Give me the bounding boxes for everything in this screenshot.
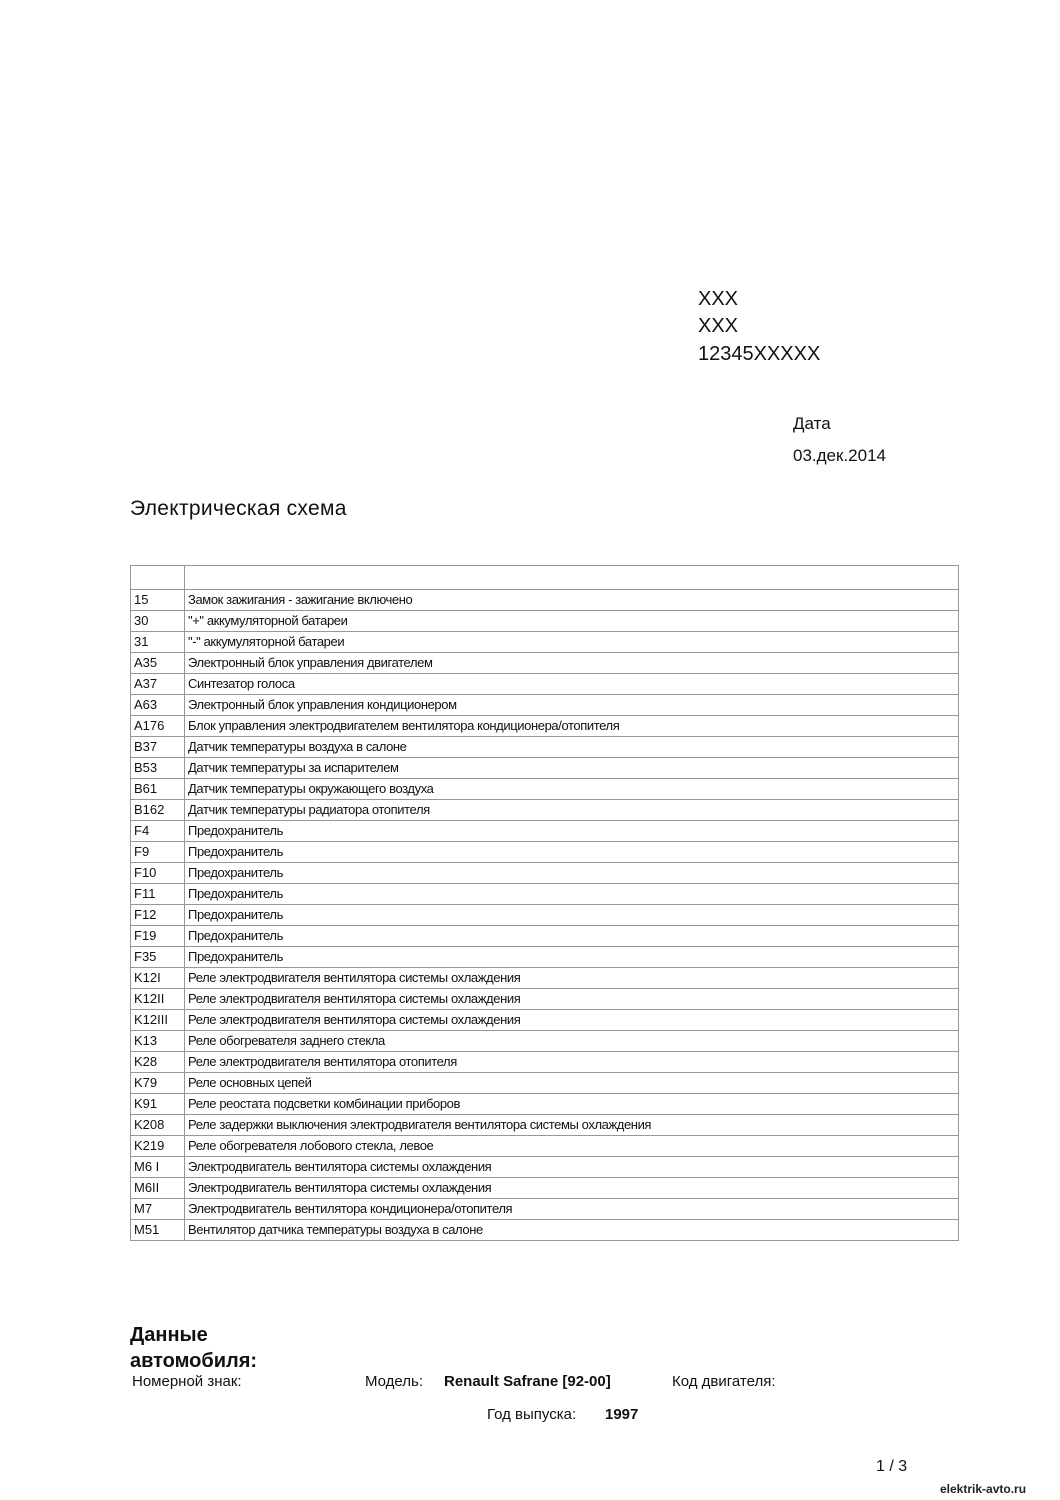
table-row [131, 947, 959, 968]
address-line-1: XXX [698, 288, 739, 310]
table-row [131, 590, 959, 611]
legend-description: Реле реостата подсветки комбинации приборов [185, 1094, 959, 1115]
table-row [131, 695, 959, 716]
date-value: 03.дек.2014 [793, 446, 886, 465]
legend-description: Предохранитель [185, 947, 959, 968]
legend-code: F12 [131, 905, 185, 926]
address-line-2: XXX [698, 315, 739, 337]
legend-code: K13 [131, 1031, 185, 1052]
legend-description: "-" аккумуляторной батареи [185, 632, 959, 653]
legend-description: Предохранитель [185, 842, 959, 863]
table-row [131, 863, 959, 884]
legend-description: Предохранитель [185, 863, 959, 884]
table-row [131, 1220, 959, 1241]
vehicle-data-heading [130, 1322, 430, 1367]
plate-label: Номерной знак: [132, 1373, 242, 1390]
table-row [131, 653, 959, 674]
legend-description: Датчик температуры окружающего воздуха [185, 779, 959, 800]
legend-description: Блок управления электродвигателем вентилятора кондиционера/отопителя [185, 716, 959, 737]
legend-code: A37 [131, 674, 185, 695]
table-row [131, 1178, 959, 1199]
legend-description: Предохранитель [185, 926, 959, 947]
model-label: Модель: [365, 1373, 424, 1390]
legend-code: A35 [131, 653, 185, 674]
date-label: Дата [793, 414, 831, 433]
table-row [131, 1031, 959, 1052]
legend-code: B61 [131, 779, 185, 800]
year-value: 1997 [605, 1406, 639, 1423]
legend-description: Реле обогревателя заднего стекла [185, 1031, 959, 1052]
legend-header-desc [185, 566, 959, 590]
vehicle-title-line1: Данные [130, 1324, 208, 1346]
table-row [131, 758, 959, 779]
table-row [131, 1136, 959, 1157]
legend-code: F4 [131, 821, 185, 842]
legend-code: F11 [131, 884, 185, 905]
legend-code: A63 [131, 695, 185, 716]
legend-code: F9 [131, 842, 185, 863]
page-number: 1 / 3 [876, 1458, 908, 1475]
legend-code: M6 I [131, 1157, 185, 1178]
table-row [131, 716, 959, 737]
legend-description: Вентилятор датчика температуры воздуха в салоне [185, 1220, 959, 1241]
legend-description: Предохранитель [185, 905, 959, 926]
legend-code: K28 [131, 1052, 185, 1073]
legend-table [130, 565, 959, 1241]
table-row [131, 1157, 959, 1178]
table-row [131, 884, 959, 905]
table-row [131, 968, 959, 989]
legend-description: "+" аккумуляторной батареи [185, 611, 959, 632]
legend-code: A176 [131, 716, 185, 737]
legend-description: Реле основных цепей [185, 1073, 959, 1094]
legend-header-row [131, 566, 959, 590]
table-row [131, 1052, 959, 1073]
year-label: Год выпуска: [487, 1406, 577, 1423]
document-title: Электрическая схема [130, 497, 347, 520]
table-row [131, 737, 959, 758]
legend-code: M6II [131, 1178, 185, 1199]
legend-description: Электронный блок управления двигателем [185, 653, 959, 674]
legend-description: Реле электродвигателя вентилятора отопителя [185, 1052, 959, 1073]
legend-code: F10 [131, 863, 185, 884]
table-row [131, 1073, 959, 1094]
legend-code: 15 [131, 590, 185, 611]
legend-code: F35 [131, 947, 185, 968]
legend-description: Реле электродвигателя вентилятора системы охлаждения [185, 968, 959, 989]
legend-code: K208 [131, 1115, 185, 1136]
site-watermark: elektrik-avto.ru [940, 1482, 1027, 1496]
legend-description: Датчик температуры за испарителем [185, 758, 959, 779]
table-row [131, 926, 959, 947]
legend-code: B37 [131, 737, 185, 758]
legend-description: Электронный блок управления кондиционером [185, 695, 959, 716]
legend-code: K219 [131, 1136, 185, 1157]
engine-code-label: Код двигателя: [672, 1373, 776, 1390]
legend-code: M7 [131, 1199, 185, 1220]
legend-description: Электродвигатель вентилятора кондиционера/отопителя [185, 1199, 959, 1220]
legend-code: K12III [131, 1010, 185, 1031]
vehicle-title-line2: автомобиля: [130, 1350, 258, 1367]
legend-description: Замок зажигания - зажигание включено [185, 590, 959, 611]
table-row [131, 842, 959, 863]
table-row [131, 1115, 959, 1136]
legend-description: Синтезатор голоса [185, 674, 959, 695]
legend-description: Электродвигатель вентилятора системы охлаждения [185, 1157, 959, 1178]
legend-code: 30 [131, 611, 185, 632]
table-row [131, 779, 959, 800]
table-row [131, 1010, 959, 1031]
legend-description: Предохранитель [185, 884, 959, 905]
legend-code: B53 [131, 758, 185, 779]
table-row [131, 905, 959, 926]
table-row [131, 821, 959, 842]
legend-code: K12I [131, 968, 185, 989]
table-row [131, 632, 959, 653]
legend-description: Предохранитель [185, 821, 959, 842]
legend-code: 31 [131, 632, 185, 653]
table-row [131, 674, 959, 695]
table-row [131, 989, 959, 1010]
table-row [131, 611, 959, 632]
table-row [131, 1199, 959, 1220]
legend-header-code [131, 566, 185, 590]
legend-code: F19 [131, 926, 185, 947]
legend-code: M51 [131, 1220, 185, 1241]
legend-code: K79 [131, 1073, 185, 1094]
legend-description: Электродвигатель вентилятора системы охлаждения [185, 1178, 959, 1199]
legend-description: Датчик температуры воздуха в салоне [185, 737, 959, 758]
table-row [131, 1094, 959, 1115]
table-row [131, 800, 959, 821]
legend-description: Датчик температуры радиатора отопителя [185, 800, 959, 821]
model-value: Renault Safrane [92-00] [444, 1373, 611, 1390]
legend-code: K12II [131, 989, 185, 1010]
legend-code: K91 [131, 1094, 185, 1115]
legend-code: B162 [131, 800, 185, 821]
address-line-3: 12345XXXXX [698, 343, 821, 365]
legend-description: Реле электродвигателя вентилятора системы охлаждения [185, 1010, 959, 1031]
legend-description: Реле задержки выключения электродвигателя вентилятора системы охлаждения [185, 1115, 959, 1136]
legend-description: Реле электродвигателя вентилятора системы охлаждения [185, 989, 959, 1010]
legend-description: Реле обогревателя лобового стекла, левое [185, 1136, 959, 1157]
